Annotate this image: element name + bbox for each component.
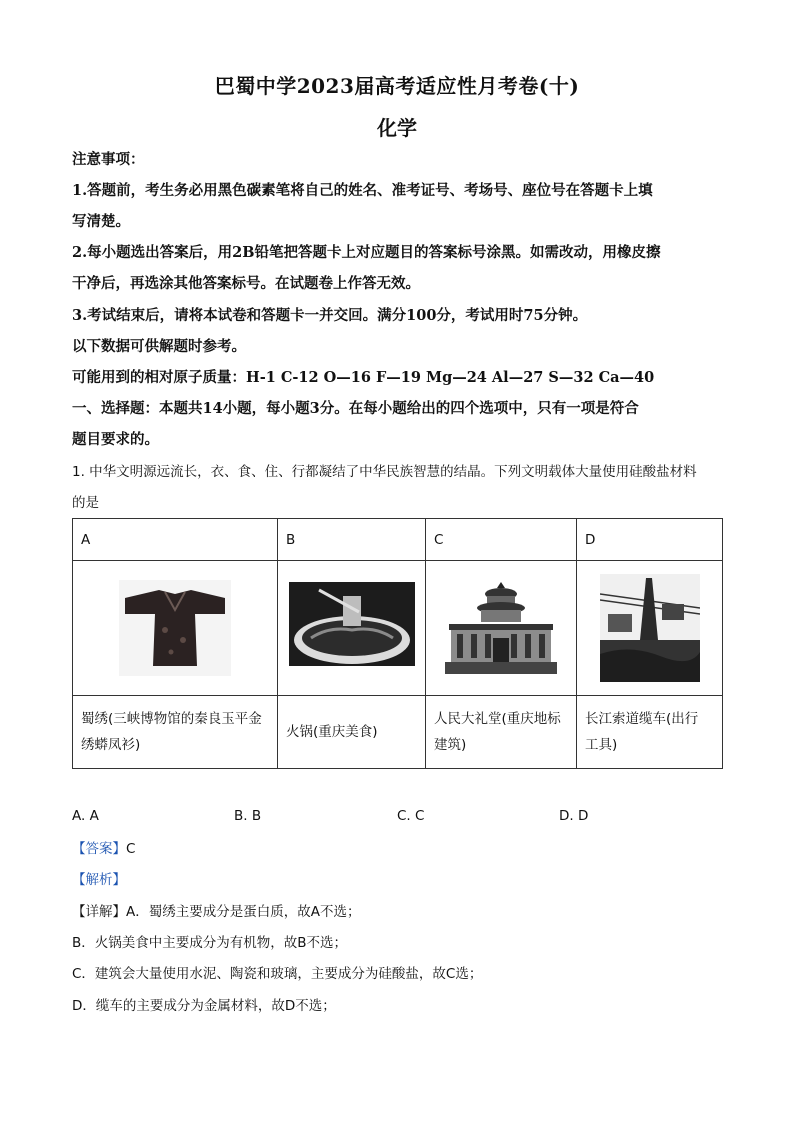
analysis-tag: 【解析】 xyxy=(72,872,126,888)
option-b-image-cell xyxy=(278,561,426,696)
notice-line-5: 3.考试结束后，请将本试卷和答题卡一并交回。满分100分，考试用时75分钟。 xyxy=(72,307,588,324)
options-table xyxy=(72,518,723,769)
option-b-letter: B xyxy=(278,519,426,561)
choice-b: B. B xyxy=(234,808,262,824)
answer-line xyxy=(72,839,135,859)
detail-line-1 xyxy=(72,902,360,922)
notice-line-3: 2.每小题选出答案后，用2B铅笔把答题卡上对应题目的答案标号涂黑。如需改动，用橡皮擦 xyxy=(72,244,661,261)
option-d-image-cell xyxy=(577,561,723,696)
hotpot-image xyxy=(289,582,415,674)
great-hall-image xyxy=(441,578,561,678)
answer-value: C xyxy=(126,841,136,857)
option-b-caption-line-1: 火锅(重庆美食) xyxy=(286,724,378,740)
analysis-line xyxy=(72,870,126,890)
option-a-caption-line-1: 蜀绣(三峡博物馆的秦良玉平金 xyxy=(81,711,262,727)
embroidered-robe-image xyxy=(119,580,231,676)
option-c-caption-line-2: 建筑) xyxy=(434,737,467,753)
option-c-letter: C xyxy=(426,519,577,561)
option-b-caption xyxy=(278,696,426,769)
section-heading-line-1: 一、选择题：本题共14小题，每小题3分。在每小题给出的四个选项中，只有一项是符合 xyxy=(72,400,639,417)
question-stem-line-2: 的是 xyxy=(72,495,99,511)
detail-line-3: C．建筑会大量使用水泥、陶瓷和玻璃，主要成分为硅酸盐，故C选； xyxy=(72,966,483,982)
atomic-mass-line: 可能用到的相对原子质量：H-1 C-12 O—16 F—19 Mg—24 Al—27 S—32 Ca—40 xyxy=(72,369,655,386)
section-heading-line-2: 题目要求的。 xyxy=(72,431,159,448)
option-d-letter: D xyxy=(577,519,723,561)
exam-title: 巴蜀中学2023届高考适应性月考卷(十) xyxy=(214,74,580,98)
cable-car-image xyxy=(600,574,700,682)
choice-d: D. D xyxy=(559,808,589,824)
option-c-image-cell xyxy=(426,561,577,696)
answer-tag: 【答案】 xyxy=(72,841,126,857)
notice-line-6: 以下数据可供解题时参考。 xyxy=(72,338,246,355)
detail-tag: 【详解】 xyxy=(72,904,126,920)
detail-text-1: A．蜀绣主要成分是蛋白质，故A不选； xyxy=(126,904,361,920)
option-a-image-cell xyxy=(73,561,278,696)
notice-line-1: 1.答题前，考生务必用黑色碳素笔将自己的姓名、准考证号、考场号、座位号在答题卡上填 xyxy=(72,182,653,199)
subject-title: 化学 xyxy=(377,116,417,140)
option-c-caption xyxy=(426,696,577,769)
choice-c: C. C xyxy=(397,808,425,824)
notice-line-2: 写清楚。 xyxy=(72,213,130,230)
option-a-caption xyxy=(73,696,278,769)
detail-line-4: D．缆车的主要成分为金属材料，故D不选； xyxy=(72,998,336,1014)
option-a-letter: A xyxy=(73,519,278,561)
option-a-caption-line-2: 绣蟒凤衫) xyxy=(81,737,141,753)
question-stem-line-1: 1. 中华文明源远流长，衣、食、住、行都凝结了中华民族智慧的结晶。下列文明载体大量使用硅酸盐材料 xyxy=(72,464,697,480)
detail-line-2: B．火锅美食中主要成分为有机物，故B不选； xyxy=(72,935,348,951)
notice-line-4: 干净后，再选涂其他答案标号。在试题卷上作答无效。 xyxy=(72,275,420,292)
option-d-caption-line-1: 长江索道缆车(出行 xyxy=(585,711,699,727)
option-c-caption-line-1: 人民大礼堂(重庆地标 xyxy=(434,711,561,727)
option-d-caption-line-2: 工具) xyxy=(585,737,618,753)
option-d-caption xyxy=(577,696,723,769)
notice-heading: 注意事项： xyxy=(72,151,145,168)
choice-a: A. A xyxy=(72,808,99,824)
